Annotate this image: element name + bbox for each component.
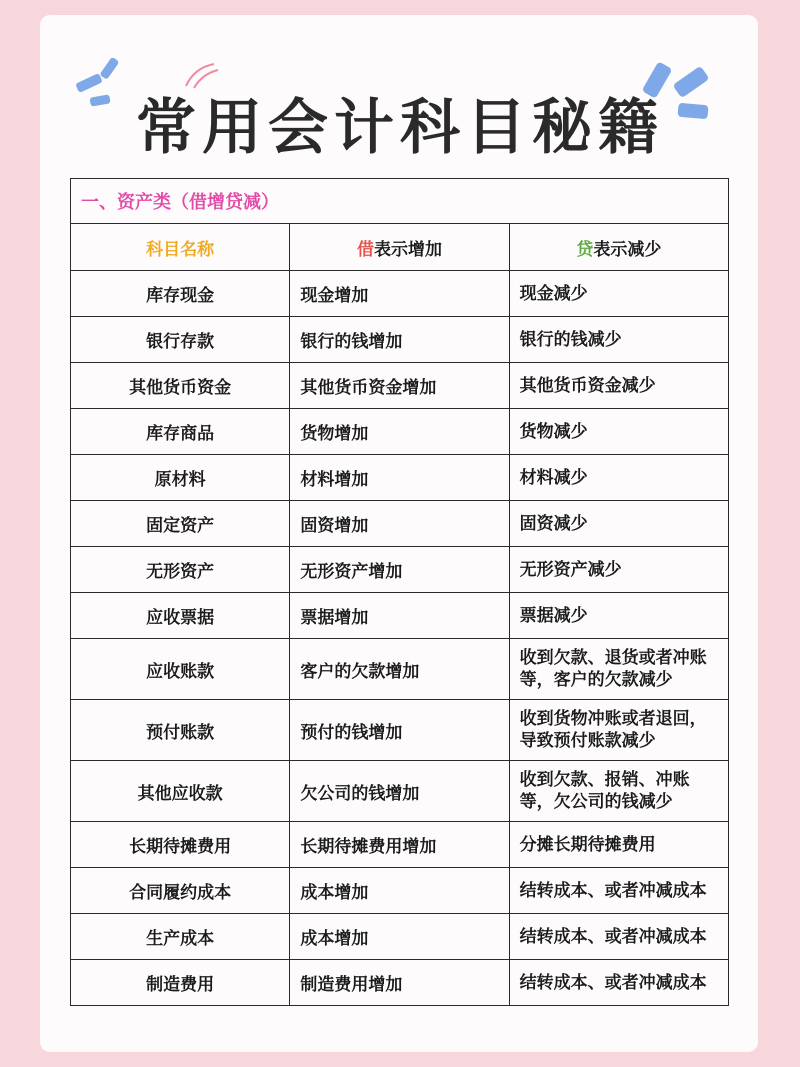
credit-rest: 表示减少	[593, 239, 662, 260]
cell-name: 库存商品	[71, 409, 290, 455]
cell-credit: 固资减少	[509, 501, 728, 547]
cell-name: 长期待摊费用	[71, 822, 290, 868]
cell-debit: 成本增加	[290, 914, 509, 960]
table-header	[71, 224, 729, 271]
cell-name: 原材料	[71, 455, 290, 501]
cell-debit: 票据增加	[290, 593, 509, 639]
cell-name: 应收账款	[71, 639, 290, 700]
table-row	[71, 700, 729, 761]
cell-credit: 银行的钱减少	[509, 317, 728, 363]
credit-mark: 贷	[576, 239, 594, 260]
cell-debit: 长期待摊费用增加	[290, 822, 509, 868]
cell-debit: 成本增加	[290, 868, 509, 914]
cell-debit: 银行的钱增加	[290, 317, 509, 363]
accounts-table	[70, 178, 729, 1006]
table-row	[71, 547, 729, 593]
cell-debit: 制造费用增加	[290, 960, 509, 1006]
cell-debit: 无形资产增加	[290, 547, 509, 593]
table-row	[71, 761, 729, 822]
cell-credit: 结转成本、或者冲减成本	[509, 914, 728, 960]
cell-name: 预付账款	[71, 700, 290, 761]
table-row	[71, 868, 729, 914]
cell-credit: 材料减少	[509, 455, 728, 501]
table-row	[71, 409, 729, 455]
cell-name: 制造费用	[71, 960, 290, 1006]
cell-name: 无形资产	[71, 547, 290, 593]
cell-name: 生产成本	[71, 914, 290, 960]
header-credit	[509, 224, 728, 271]
cell-credit: 分摊长期待摊费用	[509, 822, 728, 868]
header-name: 科目名称	[71, 224, 290, 271]
header-debit	[290, 224, 509, 271]
cell-credit: 无形资产减少	[509, 547, 728, 593]
cell-credit: 收到欠款、退货或者冲账等，客户的欠款减少	[509, 639, 728, 700]
cell-name: 库存现金	[71, 271, 290, 317]
table-row	[71, 317, 729, 363]
cell-debit: 其他货币资金增加	[290, 363, 509, 409]
table-row	[71, 501, 729, 547]
debit-mark: 借	[356, 239, 374, 260]
table-row	[71, 271, 729, 317]
cell-credit: 结转成本、或者冲减成本	[509, 960, 728, 1006]
table-row	[71, 455, 729, 501]
cell-debit: 预付的钱增加	[290, 700, 509, 761]
cell-credit: 收到货物冲账或者退回，导致预付账款减少	[509, 700, 728, 761]
cell-credit: 结转成本、或者冲减成本	[509, 868, 728, 914]
cell-credit: 货物减少	[509, 409, 728, 455]
cell-debit: 货物增加	[290, 409, 509, 455]
cell-credit: 票据减少	[509, 593, 728, 639]
table-row	[71, 914, 729, 960]
section-heading: 一、资产类（借增贷减）	[71, 179, 729, 224]
cell-name: 其他货币资金	[71, 363, 290, 409]
table-row	[71, 363, 729, 409]
cell-name: 固定资产	[71, 501, 290, 547]
cell-credit: 现金减少	[509, 271, 728, 317]
cell-name: 其他应收款	[71, 761, 290, 822]
cell-debit: 现金增加	[290, 271, 509, 317]
cell-debit: 欠公司的钱增加	[290, 761, 509, 822]
page-title: 常用会计科目秘籍	[136, 93, 664, 163]
table-row	[71, 960, 729, 1006]
cell-name: 银行存款	[71, 317, 290, 363]
pink-swoosh-icon	[182, 60, 222, 90]
cell-name: 合同履约成本	[71, 868, 290, 914]
debit-rest: 表示增加	[373, 239, 442, 260]
cell-debit: 固资增加	[290, 501, 509, 547]
cell-credit: 收到欠款、报销、冲账等，欠公司的钱减少	[509, 761, 728, 822]
cell-name: 应收票据	[71, 593, 290, 639]
cell-credit: 其他货币资金减少	[509, 363, 728, 409]
table-row	[71, 639, 729, 700]
cell-debit: 客户的欠款增加	[290, 639, 509, 700]
cell-debit: 材料增加	[290, 455, 509, 501]
table-row	[71, 593, 729, 639]
table-row	[71, 822, 729, 868]
